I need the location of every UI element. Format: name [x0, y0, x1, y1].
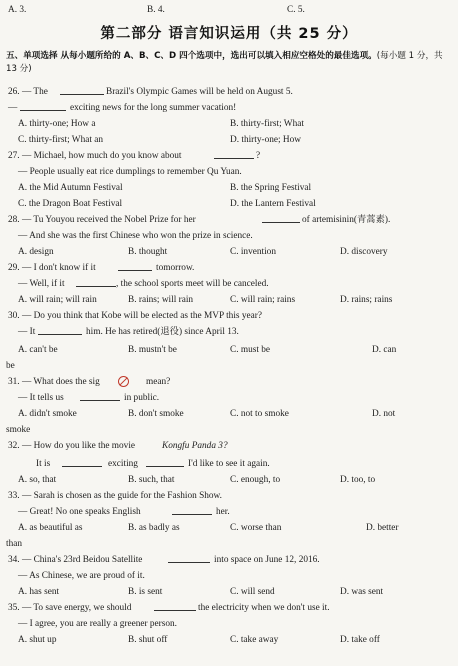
stem-text: her. — [216, 507, 230, 517]
option-a: A. so, that — [18, 475, 57, 485]
option-b: B. rains; will rain — [128, 295, 194, 305]
option-a: A. the Mid Autumn Festival — [18, 183, 123, 193]
stem-text: — It tells us — [18, 393, 64, 403]
option-d-continued: be — [6, 361, 15, 371]
option-d-continued: than — [6, 539, 23, 549]
answer-blank — [20, 102, 66, 111]
option-a: A. will rain; will rain — [18, 295, 97, 305]
dash: — — [8, 103, 18, 113]
answer-blank — [262, 214, 300, 223]
answer-blank — [168, 554, 210, 563]
stem-text: 31. — What does the sig — [8, 377, 100, 387]
stem-text: 27. — Michael, how much do you know about — [8, 151, 182, 161]
option-b: B. the Spring Festival — [230, 183, 312, 193]
answer-blank — [80, 392, 120, 401]
stem-text: the electricity when we don't use it. — [198, 603, 330, 613]
stem-text: Brazil's Olympic Games will be held on August 5. — [106, 87, 293, 97]
stem-text: into space on June 12, 2016. — [214, 555, 320, 565]
option-c: C. worse than — [230, 523, 282, 533]
option-b: B. thirty-first; What — [230, 119, 304, 129]
option-c: C. must be — [230, 345, 271, 355]
option-d: D. can — [372, 345, 397, 355]
stem-text: exciting — [108, 459, 138, 469]
option-c: C. 5. — [287, 5, 305, 15]
stem-text: I'd like to see it again. — [188, 459, 270, 469]
answer-blank — [76, 278, 116, 287]
option-b: B. mustn't be — [128, 345, 177, 355]
option-b: B. 4. — [147, 5, 165, 15]
option-d: D. thirty-one; How — [230, 135, 302, 145]
stem-text: 29. — I don't know if it — [8, 263, 96, 273]
option-a: A. design — [18, 247, 54, 257]
stem-text: of artemisinin(青蒿素). — [302, 215, 391, 225]
stem-text: 33. — Sarah is chosen as the guide for the Fashion Show. — [8, 491, 222, 501]
answer-blank — [60, 86, 104, 95]
option-d: D. was sent — [340, 587, 384, 597]
stem-text: — People usually eat rice dumplings to remember Qu Yuan. — [18, 167, 242, 177]
section-heading: 第二部分 语言知识运用（共 25 分） — [100, 26, 358, 42]
stem-text: tomorrow. — [156, 263, 195, 273]
option-c: C. not to smoke — [230, 409, 289, 419]
stem-text: It is — [36, 459, 51, 469]
option-d: D. too, to — [340, 475, 376, 485]
stem-text: him. He has retired(退役) since April 13. — [86, 327, 239, 337]
stem-text: — Well, if it — [18, 279, 65, 289]
option-b: B. such, that — [128, 475, 175, 485]
option-c: C. will send — [230, 587, 275, 597]
stem-text: — As Chinese, we are proud of it. — [18, 571, 145, 581]
option-c: C. take away — [230, 635, 279, 645]
option-d: D. better — [366, 523, 399, 533]
answer-blank — [214, 150, 254, 159]
option-b: B. is sent — [128, 587, 163, 597]
stem-text: mean? — [146, 377, 171, 387]
stem-text: ? — [256, 151, 261, 161]
option-b: B. thought — [128, 247, 168, 257]
stem-text: — It — [18, 327, 36, 337]
stem-text: 26. — The — [8, 87, 48, 97]
answer-blank — [118, 262, 152, 271]
stem-text: exciting news for the long summer vacation! — [70, 103, 237, 113]
instruction-note: (每小题 1 分，共 13 分) — [6, 51, 443, 74]
option-d-continued: smoke — [6, 425, 31, 435]
option-c: C. will rain; rains — [230, 295, 296, 305]
stem-text: 30. — Do you think that Kobe will be elected as the MVP this year? — [8, 311, 262, 321]
option-b: B. shut off — [128, 635, 168, 645]
option-d: D. not — [372, 409, 396, 419]
stem-text: — And she was the first Chinese who won the prize in science. — [18, 231, 253, 241]
option-c: C. thirty-first; What an — [18, 135, 104, 145]
option-b: B. as badly as — [128, 523, 180, 533]
option-a: A. can't be — [18, 345, 58, 355]
answer-blank — [38, 326, 82, 335]
option-d: D. discovery — [340, 247, 388, 257]
answer-blank — [62, 458, 102, 467]
stem-text: in public. — [124, 393, 160, 403]
option-a: A. shut up — [18, 635, 57, 645]
instruction-text: 五、单项选择 从每小题所给的 A、B、C、D 四个选项中，选出可以填入相应空格处的最佳选项。 — [6, 51, 377, 61]
answer-blank — [154, 602, 196, 611]
option-b: B. don't smoke — [128, 409, 184, 419]
option-a: A. has sent — [18, 587, 60, 597]
movie-title: Kongfu Panda 3? — [162, 441, 228, 451]
stem-text: 34. — China's 23rd Beidou Satellite — [8, 555, 143, 565]
option-a: A. thirty-one; How a — [18, 119, 96, 129]
option-d: D. take off — [340, 635, 380, 645]
option-a: A. as beautiful as — [18, 523, 83, 533]
stem-text: — I agree, you are really a greener person. — [18, 619, 177, 629]
option-c: C. the Dragon Boat Festival — [18, 199, 123, 209]
answer-blank — [172, 506, 212, 515]
option-a: A. didn't smoke — [18, 409, 77, 419]
section-instruction — [6, 50, 452, 76]
option-d: D. rains; rains — [340, 295, 393, 305]
no-smoking-icon — [118, 376, 129, 387]
option-d: D. the Lantern Festival — [230, 199, 316, 209]
option-a: A. 3. — [8, 5, 27, 15]
stem-text: , the school sports meet will be canceled. — [116, 279, 269, 289]
no-smoking-sign — [117, 376, 130, 390]
stem-text: — Great! No one speaks English — [18, 507, 141, 517]
stem-text: 28. — Tu Youyou received the Nobel Prize for her — [8, 215, 196, 225]
stem-text: 35. — To save energy, we should — [8, 603, 132, 613]
answer-blank — [146, 458, 184, 467]
stem-text: 32. — How do you like the movie — [8, 441, 136, 451]
option-c: C. enough, to — [230, 475, 281, 485]
option-c: C. invention — [230, 247, 276, 257]
